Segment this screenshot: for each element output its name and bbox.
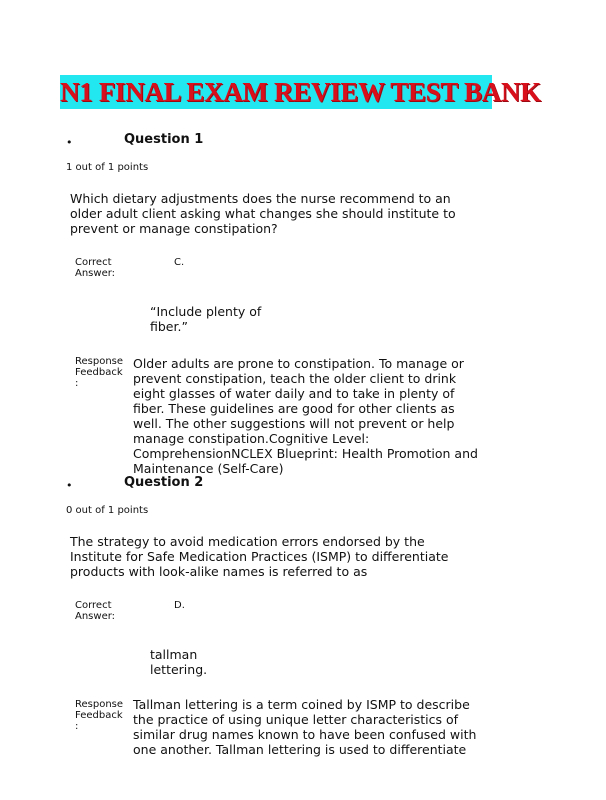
question-title: Question 2: [124, 475, 204, 490]
answer-letter: C.: [174, 257, 185, 268]
feedback-label: Response Feedback :: [75, 699, 124, 732]
answer-letter: D.: [174, 600, 185, 611]
question-text: The strategy to avoid medication errors endorsed by the Institute for Safe Medication Practices (ISMP) to differentiate products with look-alike names is referred to as: [70, 534, 449, 579]
bullet: •: [66, 479, 73, 492]
bullet: •: [66, 136, 73, 149]
points-text: 0 out of 1 points: [66, 505, 149, 516]
page-title: N1 FINAL EXAM REVIEW TEST BANK: [60, 77, 541, 107]
question-text: Which dietary adjustments does the nurse recommend to an older adult client asking what changes she should institute to prevent or manage constipation?: [70, 191, 456, 236]
feedback-text: Tallman lettering is a term coined by ISMP to describe the practice of using unique letter characteristics of similar drug names known to have been confused with one another. Tallman lettering is used to differentiate: [133, 697, 477, 757]
correct-answer-label: Correct Answer:: [75, 600, 116, 622]
correct-answer-text: “Include plenty of fiber.”: [150, 304, 262, 334]
feedback-label: Response Feedback :: [75, 356, 124, 389]
feedback-text: Older adults are prone to constipation. To manage or prevent constipation, teach the older client to drink eight glasses of water daily and to take in plenty of fiber. These guidelines are good for other clients as well. The other suggestions will not prevent or help manage constipation.Cognitive Level: ComprehensionNCLEX Blueprint: Health Promotion and Maintenance (Self-Care): [133, 356, 478, 476]
question-title: Question 1: [124, 132, 204, 147]
points-text: 1 out of 1 points: [66, 162, 149, 173]
correct-answer-label: Correct Answer:: [75, 257, 116, 279]
correct-answer-text: tallman lettering.: [150, 647, 208, 677]
